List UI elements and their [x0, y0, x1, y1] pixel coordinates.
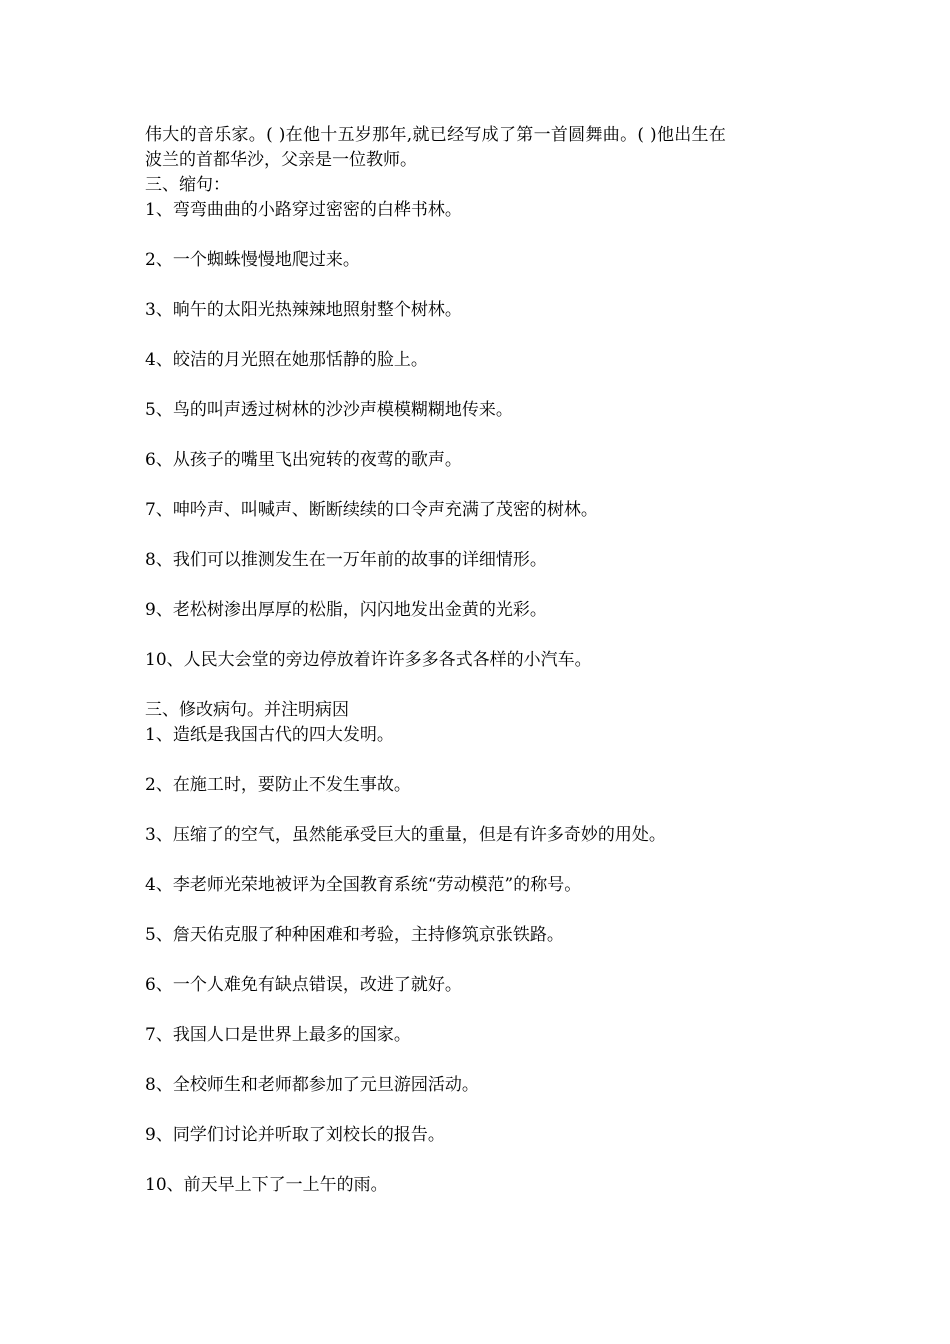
list-item: 10、前天早上下了一上午的雨。: [145, 1175, 388, 1195]
list-item: 5、鸟的叫声透过树林的沙沙声模模糊糊地传来。: [145, 400, 513, 420]
list-item: 2、一个蜘蛛慢慢地爬过来。: [145, 250, 360, 270]
list-item: 10、人民大会堂的旁边停放着许许多多各式各样的小汽车。: [145, 650, 592, 670]
section-heading: 三、修改病句。并注明病因: [145, 700, 349, 720]
list-item: 7、我国人口是世界上最多的国家。: [145, 1025, 411, 1045]
list-item: 2、在施工时，要防止不发生事故。: [145, 775, 411, 795]
list-item: 3、压缩了的空气，虽然能承受巨大的重量，但是有许多奇妙的用处。: [145, 825, 666, 845]
list-item: 1、弯弯曲曲的小路穿过密密的白桦书林。: [145, 200, 462, 220]
list-item: 4、李老师光荣地被评为全国教育系统“劳动模范”的称号。: [145, 875, 582, 895]
list-item: 5、詹天佑克服了种种困难和考验，主持修筑京张铁路。: [145, 925, 564, 945]
list-item: 9、老松树渗出厚厚的松脂，闪闪地发出金黄的光彩。: [145, 600, 547, 620]
section-condense-sentences: [145, 173, 825, 673]
list-item: 4、皎洁的月光照在她那恬静的脸上。: [145, 350, 428, 370]
list-item: 6、一个人难免有缺点错误，改进了就好。: [145, 975, 462, 995]
list-item: 7、呻吟声、叫喊声、断断续续的口令声充满了茂密的树林。: [145, 500, 598, 520]
section-fix-sentences: [145, 698, 825, 1198]
list-item: 6、从孩子的嘴里飞出宛转的夜莺的歌声。: [145, 450, 462, 470]
list-item: 9、同学们讨论并听取了刘校长的报告。: [145, 1125, 445, 1145]
list-item: 3、晌午的太阳光热辣辣地照射整个树林。: [145, 300, 462, 320]
intro-paragraph: [145, 123, 825, 173]
intro-line-1: 伟大的音乐家。( )在他十五岁那年,就已经写成了第一首圆舞曲。( )他出生在: [145, 125, 727, 145]
section-heading: 三、缩句：: [145, 175, 230, 195]
document-page: [145, 123, 825, 1198]
list-item: 8、全校师生和老师都参加了元旦游园活动。: [145, 1075, 479, 1095]
list-item: 1、造纸是我国古代的四大发明。: [145, 725, 394, 745]
intro-line-2: 波兰的首都华沙，父亲是一位教师。: [145, 150, 417, 170]
list-item: 8、我们可以推测发生在一万年前的故事的详细情形。: [145, 550, 547, 570]
